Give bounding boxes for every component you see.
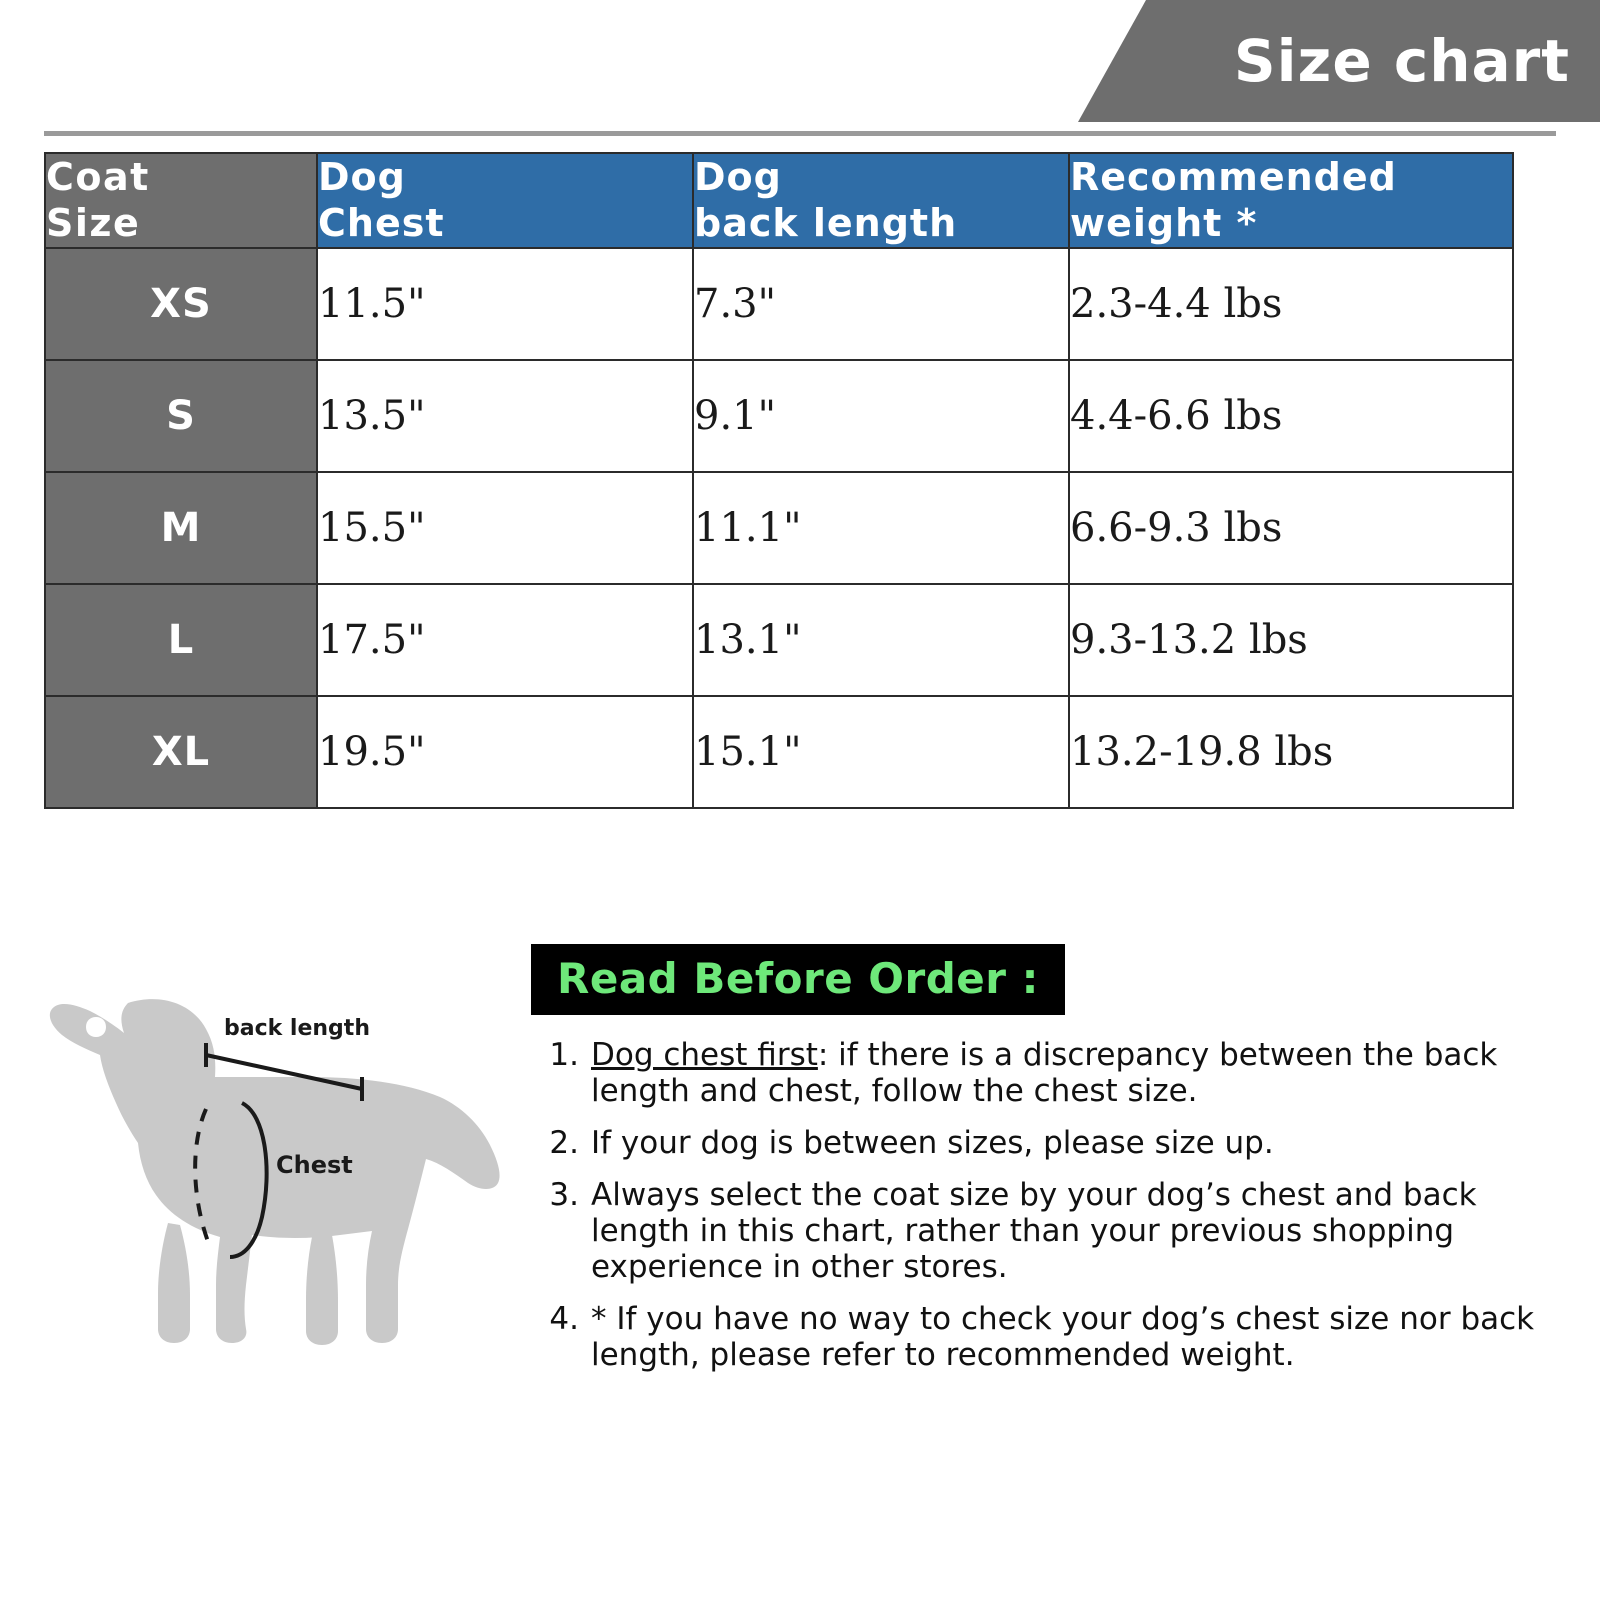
dog-measurement-diagram [10,985,510,1385]
cell-size: XS [45,248,317,360]
cell-chest: 19.5" [317,696,693,808]
read-before-order-title: Read Before Order : [557,954,1039,1003]
page-title: Size chart [1233,27,1570,95]
list-item [531,1302,1561,1374]
dog-chest-line2: Chest [318,201,445,246]
dog-back-length-line1: Dog [694,155,782,199]
list-item [531,1038,1561,1110]
cell-back-length: 15.1" [693,696,1069,808]
dog-back-length-line2: back length [694,201,958,246]
note-text: * If you have no way to check your dog’s chest size nor back length, please refer to recommended weight. [591,1300,1535,1373]
cell-size: L [45,584,317,696]
cell-size: M [45,472,317,584]
header-banner [1078,0,1600,122]
table-row [45,360,1513,472]
read-before-order-banner [531,944,1065,1015]
list-item [531,1126,1561,1162]
cell-weight: 2.3-4.4 lbs [1069,248,1513,360]
table-header-row [45,153,1513,248]
table-row [45,248,1513,360]
cell-back-length: 13.1" [693,584,1069,696]
note-text: Always select the coat size by your dog’s chest and back length in this chart, rather than your previous shopping experience in other stores. [591,1176,1477,1285]
cell-size: XL [45,696,317,808]
note-lead: Dog chest first [591,1037,818,1073]
note-rest: : if there is a discrepancy between the back length and chest, follow the chest size. [591,1037,1498,1109]
note-number: 2. [549,1124,579,1161]
cell-weight: 6.6-9.3 lbs [1069,472,1513,584]
cell-back-length: 9.1" [693,360,1069,472]
notes-list [531,1038,1561,1390]
header-divider [44,131,1556,136]
chest-label: Chest [276,1151,353,1179]
column-header-recommended-weight [1069,153,1513,248]
cell-chest: 15.5" [317,472,693,584]
note-text: If your dog is between sizes, please size up. [591,1124,1274,1161]
coat-size-line2: Size [46,201,141,246]
cell-weight: 9.3-13.2 lbs [1069,584,1513,696]
recommended-weight-line2: weight * [1070,201,1258,246]
cell-weight: 4.4-6.6 lbs [1069,360,1513,472]
cell-size: S [45,360,317,472]
column-header-dog-back-length [693,153,1069,248]
column-header-dog-chest [317,153,693,248]
table-row [45,472,1513,584]
note-number: 4. [549,1300,579,1337]
size-chart-table-wrapper [44,152,1512,809]
dog-silhouette-icon [10,985,510,1385]
size-chart-table [44,152,1514,809]
table-row [45,696,1513,808]
cell-chest: 17.5" [317,584,693,696]
cell-chest: 11.5" [317,248,693,360]
recommended-weight-line1: Recommended [1070,155,1397,199]
back-length-label: back length [224,1016,370,1041]
cell-chest: 13.5" [317,360,693,472]
column-header-coat-size [45,153,317,248]
note-number: 1. [549,1037,579,1073]
cell-back-length: 7.3" [693,248,1069,360]
table-row [45,584,1513,696]
note-number: 3. [549,1176,579,1213]
dog-chest-line1: Dog [318,155,406,199]
note-text [591,1038,1561,1110]
cell-weight: 13.2-19.8 lbs [1069,696,1513,808]
cell-back-length: 11.1" [693,472,1069,584]
coat-size-line1: Coat [46,155,150,199]
list-item [531,1178,1561,1286]
